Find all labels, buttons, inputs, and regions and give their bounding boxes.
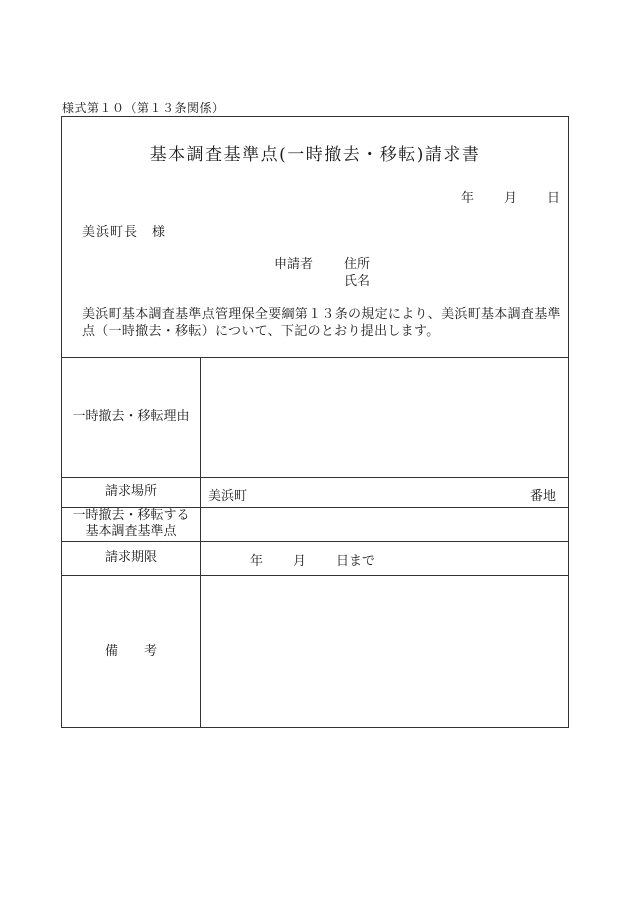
document-title: 基本調査基準点(一時撤去・移転)請求書 <box>149 145 481 165</box>
point-value-field[interactable] <box>201 508 568 541</box>
applicant-label: 申請者 <box>274 257 314 272</box>
reason-label-cell <box>61 357 201 477</box>
date-year-label: 年 <box>460 191 474 206</box>
date-month-label: 月 <box>503 191 517 206</box>
period-year-label: 年 <box>250 554 264 569</box>
form-number-label: 様式第１０（第１３条関係） <box>62 101 225 115</box>
location-label: 請求場所 <box>104 484 157 499</box>
addressee: 美浜町長 様 <box>82 225 167 240</box>
period-label-cell <box>61 541 201 575</box>
period-until-label: 日まで <box>336 554 376 569</box>
location-label-cell <box>61 477 201 507</box>
address-label: 住所 <box>344 257 371 272</box>
remarks-value-field[interactable] <box>201 576 568 727</box>
point-label-line2: 基本調査基準点 <box>85 524 177 539</box>
point-label-cell <box>61 507 201 541</box>
point-label-line1: 一時撤去・移転する <box>72 508 190 523</box>
request-statement: 美浜町基本調査基準点管理保全要綱第１３条の規定により、美浜町基本調査基準点（一時撤去・移転）について、下記のとおり提出します。 <box>82 307 561 339</box>
date-day-label: 日 <box>546 191 560 206</box>
reason-label: 一時撤去・移転理由 <box>72 409 190 424</box>
reason-value-field[interactable] <box>201 358 568 477</box>
remarks-label-cell <box>61 575 201 728</box>
applicant-block <box>274 256 370 290</box>
remarks-label: 備 考 <box>104 643 157 659</box>
submission-date <box>461 187 560 206</box>
location-lot-label: 番地 <box>530 489 557 504</box>
period-month-label: 月 <box>293 554 307 569</box>
name-label: 氏名 <box>344 274 371 289</box>
location-town: 美浜町 <box>208 489 248 504</box>
period-label: 請求期限 <box>104 550 157 565</box>
